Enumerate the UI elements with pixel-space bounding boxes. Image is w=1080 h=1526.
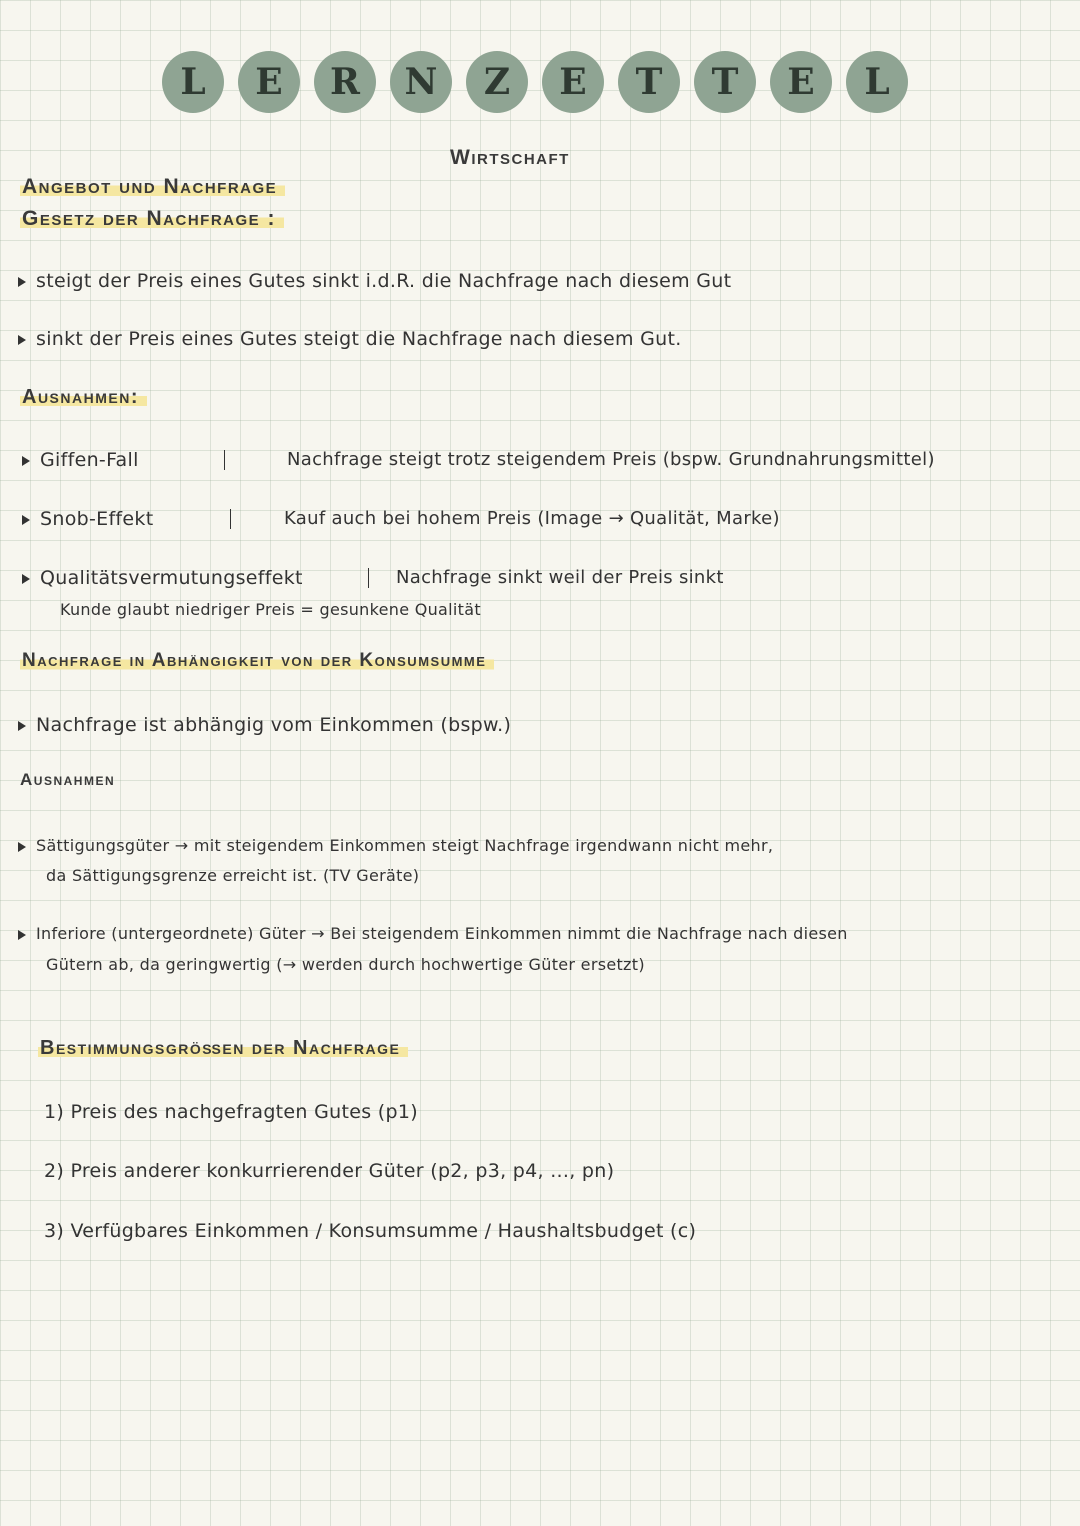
heading-ausnahmen: Ausnahmen: [20,386,147,408]
title-letter: E [770,51,832,113]
konsum-exception-detail: Gütern ab, da geringwertig (→ werden durch hochwertige Güter ersetzt) [46,955,645,974]
bullet-icon [22,515,30,525]
determinant-item: 3) Verfügbares Einkommen / Konsumsumme / Haushaltsbudget (c) [44,1220,697,1242]
exception-item: Giffen-Fall [22,449,139,471]
gesetz-point: steigt der Preis eines Gutes sinkt i.d.R. die Nachfrage nach diesem Gut [18,270,731,292]
exception-item: Qualitätsvermutungseffekt [22,567,303,589]
title-letter: L [162,51,224,113]
subject-title: Wirtschaft [450,146,570,169]
heading-ausnahmen-2: Ausnahmen [20,770,116,789]
title-letter: T [618,51,680,113]
gesetz-point: sinkt der Preis eines Gutes steigt die Nachfrage nach diesem Gut. [18,328,682,350]
separator-line [230,509,231,529]
determinant-item: 2) Preis anderer konkurrierender Güter (p2, p3, p4, ..., pn) [44,1160,615,1182]
heading-konsumsumme: Nachfrage in Abhängigkeit von der Konsumsumme [20,650,494,671]
title-letter: R [314,51,376,113]
title-letter: N [390,51,452,113]
heading-angebot: Angebot und Nachfrage [20,175,285,198]
heading-gesetz: Gesetz der Nachfrage : [20,207,284,230]
title-letter: Z [466,51,528,113]
konsum-point: Nachfrage ist abhängig vom Einkommen (bspw.) [18,714,511,736]
determinant-item: 1) Preis des nachgefragten Gutes (p1) [44,1101,418,1123]
heading-bestimmung: Bestimmungsgrößen der Nachfrage [38,1037,408,1059]
bullet-icon [22,456,30,466]
title-letter: E [542,51,604,113]
separator-line [224,450,225,470]
exception-desc-detail: Kunde glaubt niedriger Preis = gesunkene Qualität [60,600,481,619]
bullet-icon [18,335,26,345]
bullet-icon [18,277,26,287]
bullet-icon [18,930,26,940]
title-banner [162,51,922,113]
bullet-icon [22,574,30,584]
separator-line [368,568,369,588]
title-letter: T [694,51,756,113]
exception-desc: Nachfrage sinkt weil der Preis sinkt [396,567,724,588]
exception-desc: Kauf auch bei hohem Preis (Image → Qualität, Marke) [284,508,780,529]
exception-item: Snob-Effekt [22,508,153,530]
konsum-exception: Inferiore (untergeordnete) Güter → Bei steigendem Einkommen nimmt die Nachfrage nach diesen [18,924,848,943]
bullet-icon [18,721,26,731]
title-letter: E [238,51,300,113]
konsum-exception-detail: da Sättigungsgrenze erreicht ist. (TV Geräte) [46,866,420,885]
konsum-exception: Sättigungsgüter → mit steigendem Einkommen steigt Nachfrage irgendwann nicht mehr, [18,836,773,855]
title-letter: L [846,51,908,113]
bullet-icon [18,842,26,852]
exception-desc: Nachfrage steigt trotz steigendem Preis (bspw. Grundnahrungsmittel) [287,449,935,470]
